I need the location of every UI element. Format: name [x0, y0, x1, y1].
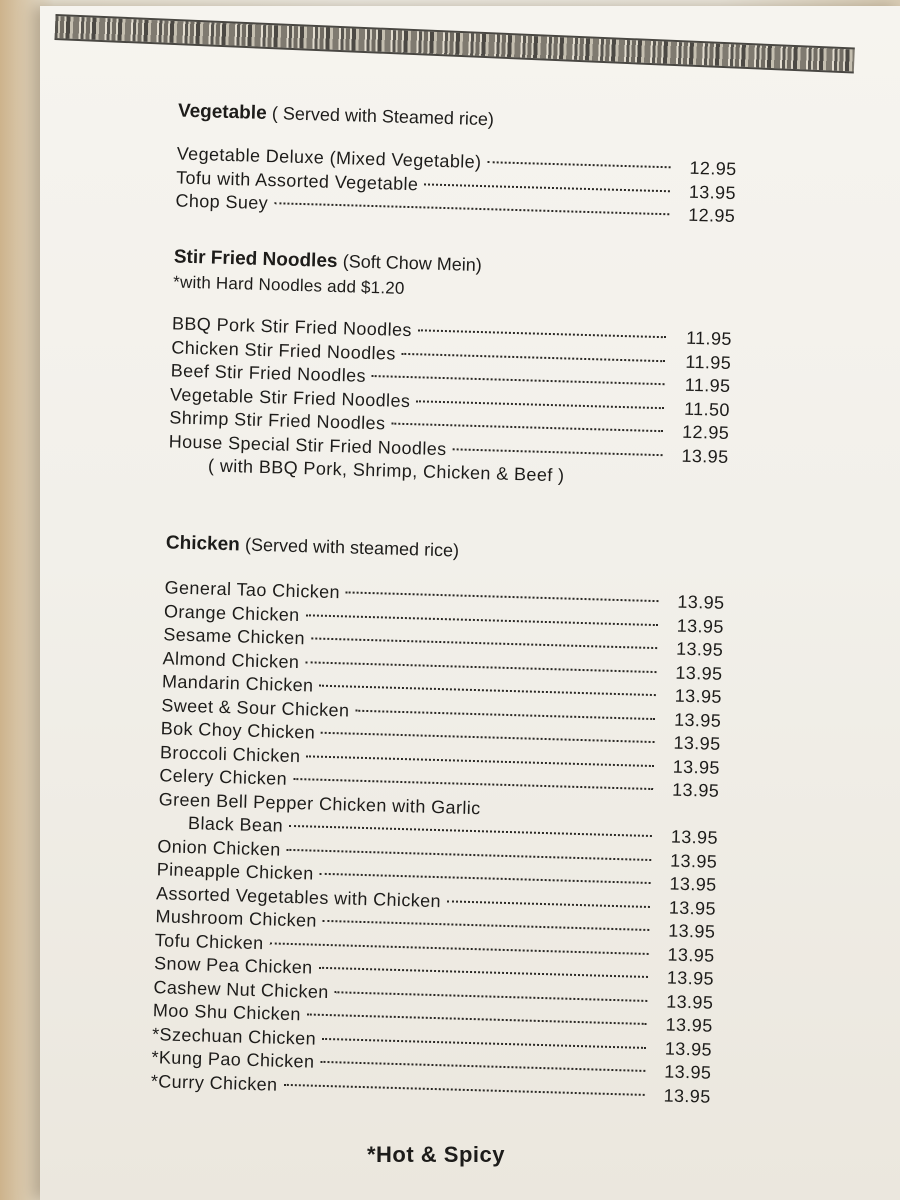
item-name: *Curry Chicken [150, 1070, 278, 1095]
item-name: Orange Chicken [163, 600, 300, 625]
item-name: Chicken Stir Fried Noodles [171, 336, 397, 364]
dot-leader [319, 685, 655, 696]
dot-leader [487, 809, 653, 814]
item-name: Green Bell Pepper Chicken with Garlic [158, 788, 481, 818]
item-name: Broccoli Chicken [159, 741, 301, 766]
section-title: Chicken [165, 532, 241, 556]
item-name: Beef Stir Fried Noodles [170, 360, 367, 386]
dot-leader [270, 942, 649, 955]
section-note: *with Hard Noodles add $1.20 [172, 272, 405, 298]
item-name: *Szechuan Chicken [151, 1023, 317, 1049]
item-price: 13.95 [665, 1014, 713, 1036]
item-name: Mandarin Chicken [161, 671, 314, 696]
dot-leader [402, 352, 665, 361]
item-name: BBQ Pork Stir Fried Noodles [171, 313, 413, 341]
dot-leader [372, 375, 665, 385]
dot-leader [307, 1013, 647, 1024]
item-price: 13.95 [668, 897, 717, 919]
item-name: Sesame Chicken [163, 624, 306, 649]
chicken-items [151, 576, 725, 1108]
item-name: Bok Choy Chicken [160, 718, 316, 743]
item-price: 13.95 [670, 826, 719, 848]
dot-leader [418, 329, 666, 338]
section-subtitle: (Soft Chow Mein) [342, 251, 483, 276]
item-name: Celery Chicken [159, 765, 288, 789]
item-name: Snow Pea Chicken [153, 953, 313, 978]
item-price: 13.95 [675, 662, 723, 684]
item-name: Tofu with Assorted Vegetable [175, 166, 419, 194]
item-price: 13.95 [681, 445, 729, 467]
noodles-section [168, 246, 734, 492]
item-price: 13.95 [667, 944, 715, 966]
noodles-items [168, 312, 732, 469]
item-price: 13.95 [666, 967, 715, 989]
item-price: 13.95 [663, 1084, 711, 1107]
item-name: Sweet & Sour Chicken [161, 694, 350, 721]
item-price: 11.95 [685, 327, 733, 350]
item-price: 11.95 [685, 351, 732, 373]
dot-leader [447, 900, 650, 908]
item-price: 13.95 [665, 990, 714, 1013]
item-name: Moo Shu Chicken [152, 1000, 302, 1025]
item-price: 12.95 [687, 204, 736, 227]
section-subtitle: ( Served with Steamed rice) [271, 103, 495, 130]
item-price: 13.95 [673, 732, 721, 754]
item-name: Vegetable Stir Fried Noodles [169, 383, 411, 411]
item-price: 13.95 [673, 709, 722, 731]
item-name: Cashew Nut Chicken [153, 976, 330, 1002]
item-price: 13.95 [664, 1061, 712, 1083]
dot-leader [453, 448, 663, 456]
section-subtitle: (Served with steamed rice) [244, 534, 460, 561]
item-name: *Kung Pao Chicken [151, 1047, 315, 1072]
item-name: Tofu Chicken [154, 929, 264, 953]
item-price: 13.95 [688, 181, 737, 203]
item-name: House Special Stir Fried Noodles [168, 430, 447, 459]
item-name: Assorted Vegetables with Chicken [155, 882, 442, 911]
item-name: Onion Chicken [157, 835, 281, 860]
item-name: Almond Chicken [162, 647, 300, 672]
dot-leader [311, 637, 657, 649]
dot-leader [319, 967, 648, 978]
dot-leader [321, 732, 654, 743]
item-name: Black Bean [187, 813, 284, 836]
dot-leader [391, 423, 663, 433]
item-price: 13.95 [672, 756, 721, 778]
dot-leader [305, 661, 656, 673]
item-name: Pineapple Chicken [156, 859, 314, 884]
item-price: 13.95 [669, 850, 718, 872]
dot-leader [306, 755, 653, 767]
dot-leader [283, 1083, 644, 1095]
item-price: 13.95 [677, 591, 725, 613]
item-detail: ( with BBQ Pork, Shrimp, Chicken & Beef ) [207, 455, 565, 486]
dot-leader [323, 920, 649, 931]
vegetable-section [175, 101, 738, 229]
item-price: 11.95 [684, 374, 731, 397]
item-price [658, 819, 718, 821]
hot-spicy-legend: *Hot & Spicy [366, 1142, 506, 1167]
chicken-section [151, 532, 726, 1108]
item-price: 12.95 [689, 157, 737, 180]
section-title: Stir Fried Noodles [173, 246, 338, 273]
dot-leader [274, 202, 669, 215]
item-price: 11.50 [683, 398, 731, 420]
dot-leader [320, 1061, 645, 1072]
item-price: 13.95 [676, 615, 725, 637]
dot-leader [424, 183, 670, 192]
dot-leader [320, 873, 651, 884]
dot-leader [287, 848, 652, 860]
vegetable-items [175, 142, 737, 228]
section-title: Vegetable [177, 100, 267, 124]
dot-leader [306, 614, 658, 626]
item-name: Mushroom Chicken [155, 906, 318, 931]
dot-leader [293, 778, 653, 790]
item-price: 13.95 [669, 873, 717, 895]
item-price: 13.95 [671, 779, 720, 801]
dot-leader [355, 709, 655, 719]
item-price: 13.95 [664, 1037, 713, 1060]
item-name: General Tao Chicken [164, 577, 341, 603]
dot-leader [416, 400, 664, 409]
dot-leader [346, 591, 659, 602]
item-name: Chop Suey [175, 190, 269, 214]
item-name: Vegetable Deluxe (Mixed Vegetable) [176, 143, 482, 172]
item-price: 13.95 [667, 920, 716, 942]
dot-leader [322, 1037, 646, 1048]
item-price: 12.95 [681, 421, 730, 444]
dot-leader [487, 161, 670, 168]
item-name: Shrimp Stir Fried Noodles [169, 407, 386, 434]
item-price: 13.95 [675, 638, 724, 660]
dot-leader [289, 825, 652, 837]
dot-leader [335, 991, 648, 1002]
item-price: 13.95 [674, 685, 723, 707]
